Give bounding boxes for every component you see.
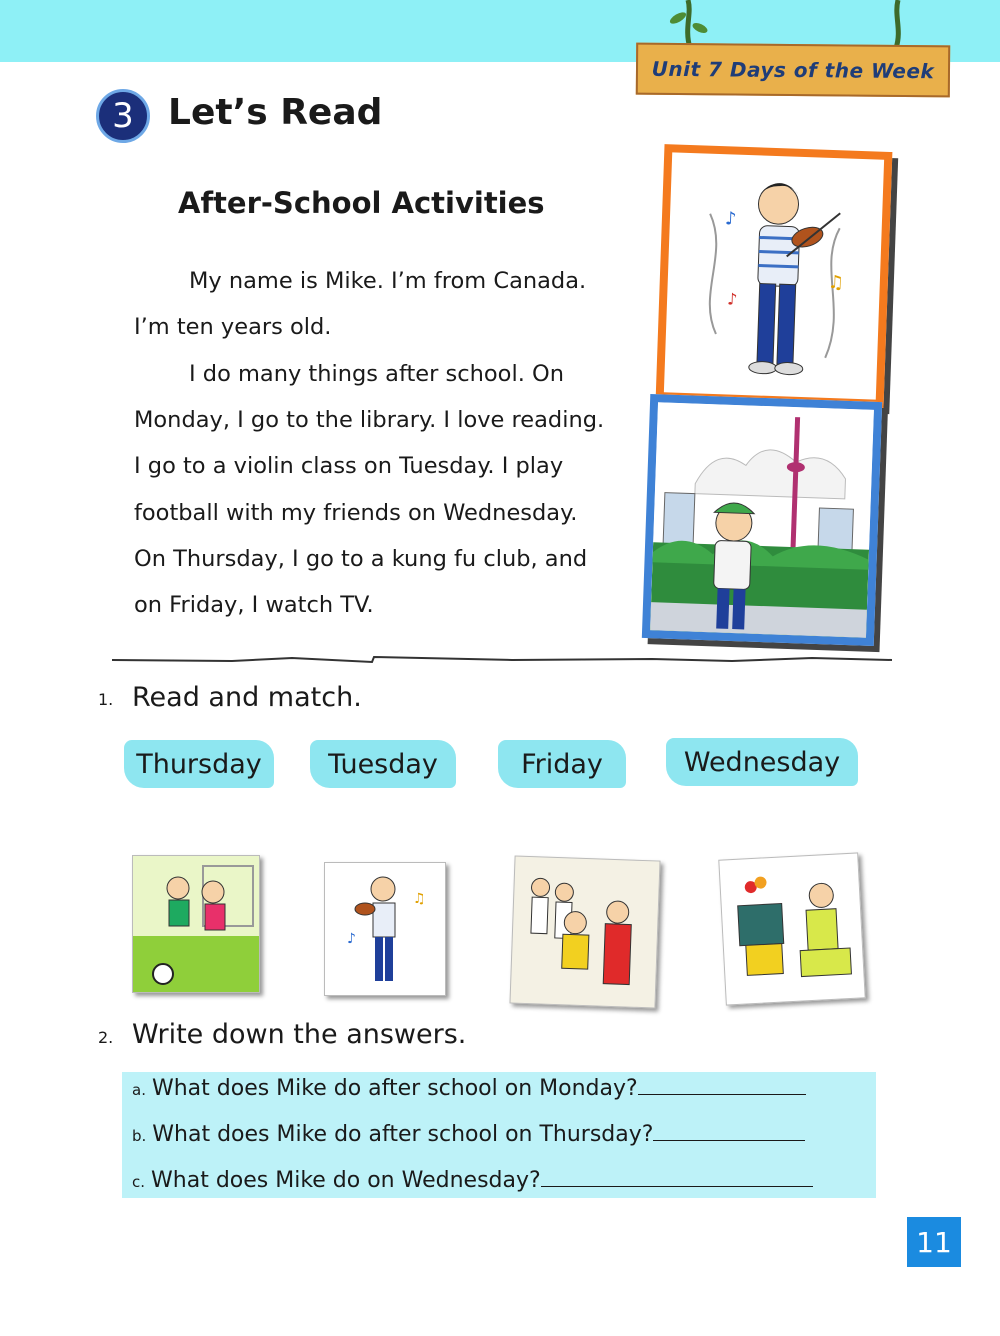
kung-fu-picture[interactable] [509,855,660,1008]
football-picture[interactable] [132,855,260,993]
violin-picture[interactable] [324,862,446,996]
svg-text:♫: ♫ [827,271,845,294]
football-illustration [133,856,259,992]
torn-divider [112,654,892,666]
story-line: My name is Mike. I’m from Canada. [189,268,587,294]
story-line: I do many things after school. On [189,361,564,387]
story-line: on Friday, I watch TV. [134,592,374,618]
question-b [132,1120,805,1147]
violin-small-illustration [325,863,445,995]
unit-sign: Unit 7 Days of the Week [636,43,950,98]
svg-text:♪: ♪ [724,208,737,230]
violin-photo [656,144,893,408]
watch-tv-illustration [719,853,864,1004]
section-title: Let’s Read [168,92,383,133]
exercise-2-number: 2. [98,1028,114,1047]
question-text: What does Mike do after school on Monday? [151,1076,638,1101]
story-line: Monday, I go to the library. I love reading. [134,407,605,433]
question-a [132,1074,806,1101]
svg-text:♪: ♪ [726,289,738,309]
exercise-1-number: 1. [98,690,114,709]
answer-blank-b[interactable] [653,1120,805,1141]
question-c [132,1166,813,1193]
answer-box [122,1072,876,1198]
city-photo [642,394,882,646]
question-text: What does Mike do on Wednesday? [151,1168,541,1193]
exercise-2-title: Write down the answers. [132,1019,467,1050]
question-tag: a. [132,1081,146,1099]
question-text: What does Mike do after school on Thursday? [152,1122,654,1147]
city-boy-illustration [650,402,874,637]
day-chip-tuesday[interactable]: Tuesday [310,740,456,788]
day-chip-thursday[interactable]: Thursday [124,740,274,788]
answer-blank-c[interactable] [541,1166,813,1187]
question-tag: c. [132,1173,146,1191]
story-line: I go to a violin class on Tuesday. I play [134,453,564,479]
section-number-badge: 3 [96,89,150,143]
exercise-1-title: Read and match. [132,682,362,713]
watch-tv-picture[interactable] [718,852,865,1005]
svg-text:♫: ♫ [413,891,426,907]
story-line: football with my friends on Wednesday. [134,500,578,526]
answer-blank-a[interactable] [638,1074,806,1095]
day-chip-wednesday[interactable]: Wednesday [666,738,858,786]
violin-boy-illustration [664,152,884,399]
page-number: 11 [907,1217,961,1267]
kung-fu-illustration [510,857,659,1008]
story-line: On Thursday, I go to a kung fu club, and [134,546,588,572]
day-chip-friday[interactable]: Friday [498,740,626,788]
story-title: After-School Activities [178,186,545,220]
svg-text:♪: ♪ [347,931,356,947]
story-line: I’m ten years old. [134,314,332,340]
question-tag: b. [132,1127,147,1145]
